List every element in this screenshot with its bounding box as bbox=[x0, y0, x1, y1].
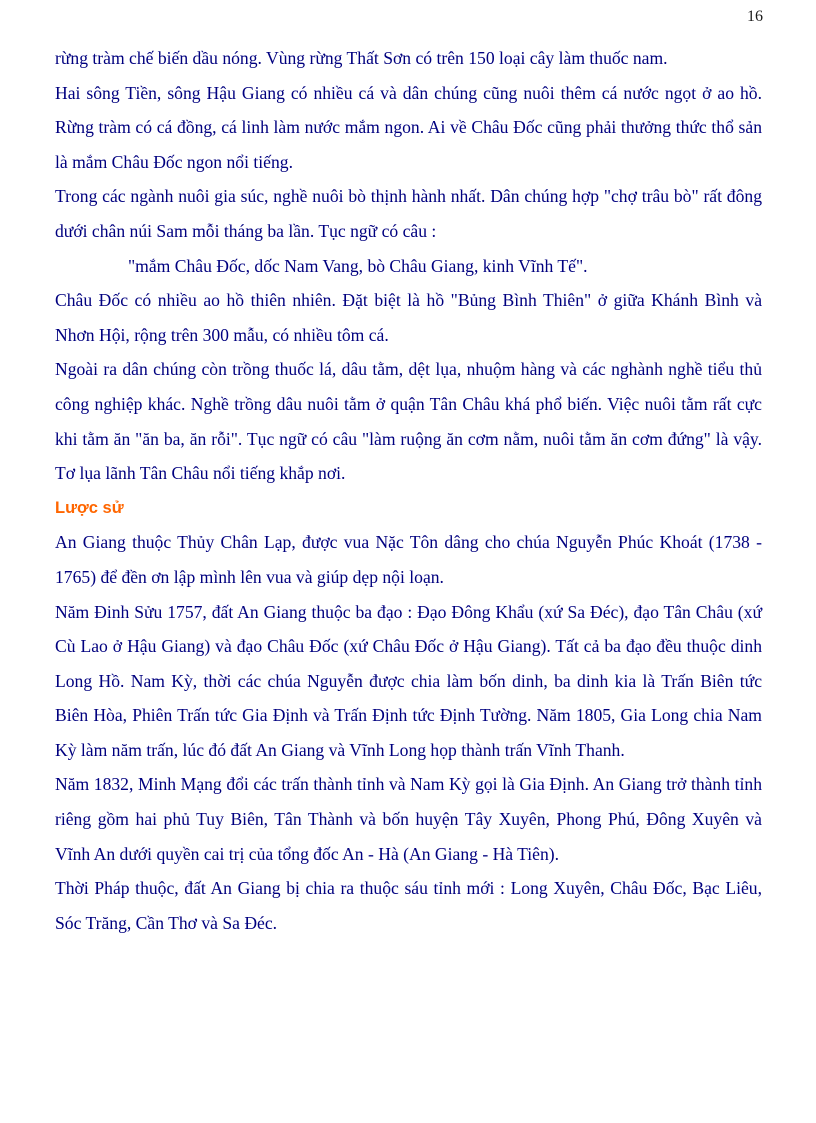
section-heading-history: Lược sử bbox=[55, 498, 124, 517]
paragraph-french-period: Thời Pháp thuộc, đất An Giang bị chia ra thuộc sáu tỉnh mới : Long Xuyên, Châu Đốc, Bạc Liêu, Sóc Trăng, Cần Thơ và Sa Đéc. bbox=[55, 878, 762, 933]
proverb-quote: "mắm Châu Đốc, dốc Nam Vang, bò Châu Giang, kinh Vĩnh Tế". bbox=[128, 255, 588, 276]
paragraph-1757: Năm Đinh Sửu 1757, đất An Giang thuộc ba đạo : Đạo Đông Khẩu (xứ Sa Đéc), đạo Tân Châu (xứ Cù Lao ở Hậu Giang) và đạo Châu Đốc (xứ Châu Đốc ở Hậu Giang). Tất cả ba đạo đều thuộc dinh Long Hồ. Nam Kỳ, thời các chúa Nguyễn được chia làm bốn dinh, ba dinh kia là Trấn Biên tức Biên Hòa, Phiên Trấn tức Gia Định và Trấn Định tức Định Tường. Năm 1805, Gia Long chia Nam Kỳ làm năm trấn, lúc đó đất An Giang và Vĩnh Long họp thành trấn Vĩnh Thanh. bbox=[55, 601, 762, 760]
page-number: 16 bbox=[747, 8, 763, 25]
paragraph-livestock: Trong các ngành nuôi gia súc, nghề nuôi bò thịnh hành nhất. Dân chúng hợp "chợ trâu bò" rất đông dưới chân núi Sam mỗi tháng ba lần. Tục ngữ có câu : bbox=[55, 186, 762, 241]
paragraph-medicinal-plants: rừng tràm chế biến dầu nóng. Vùng rừng Thất Sơn có trên 150 loại cây làm thuốc nam. bbox=[55, 48, 668, 68]
paragraph-lakes: Châu Đốc có nhiều ao hồ thiên nhiên. Đặt biệt là hồ "Bủng Bình Thiên" ở giữa Khánh Bình và Nhơn Hội, rộng trên 300 mẫu, có nhiều tôm cá. bbox=[55, 290, 762, 345]
paragraph-origin: An Giang thuộc Thủy Chân Lạp, được vua Nặc Tôn dâng cho chúa Nguyễn Phúc Khoát (1738 - 1765) để đền ơn lập mình lên vua và giúp dẹp nội loạn. bbox=[55, 532, 762, 587]
paragraph-1832: Năm 1832, Minh Mạng đổi các trấn thành tỉnh và Nam Kỳ gọi là Gia Định. An Giang trở thành tỉnh riêng gồm hai phủ Tuy Biên, Tân Thành và bốn huyện Tây Xuyên, Phong Phú, Đông Xuyên và Vĩnh An dưới quyền cai trị của tổng đốc An - Hà (An Giang - Hà Tiên). bbox=[55, 774, 762, 864]
paragraph-fish: Hai sông Tiền, sông Hậu Giang có nhiều cá và dân chúng cũng nuôi thêm cá nước ngọt ở ao hồ. Rừng tràm có cá đồng, cá linh làm nước mắm ngon. Ai về Châu Đốc cũng phải thưởng thức thổ sản là mắm Châu Đốc ngon nổi tiếng. bbox=[55, 82, 762, 172]
document-body bbox=[55, 41, 762, 940]
paragraph-crafts: Ngoài ra dân chúng còn trồng thuốc lá, dâu tằm, dệt lụa, nhuộm hàng và các nghành nghề tiểu thủ công nghiệp khác. Nghề trồng dâu nuôi tằm ở quận Tân Châu khá phổ biến. Việc nuôi tằm rất cực khi tằm ăn "ăn ba, ăn rỗi". Tục ngữ có câu "làm ruộng ăn cơm nằm, nuôi tằm ăn cơm đứng" là vậy. Tơ lụa lãnh Tân Châu nổi tiếng khắp nơi. bbox=[55, 359, 762, 484]
